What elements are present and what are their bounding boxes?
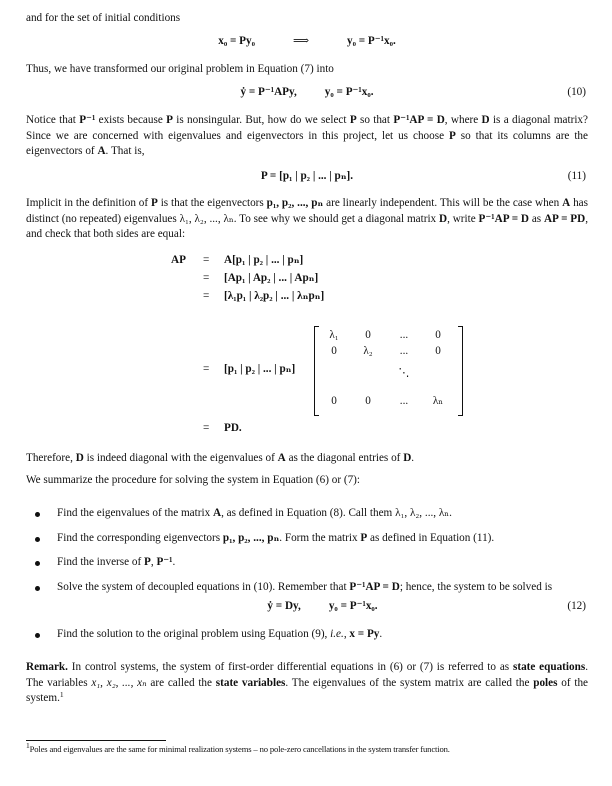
derivation-block bbox=[26, 251, 588, 439]
intro-initial-conditions: and for the set of initial conditions bbox=[26, 12, 181, 24]
matrix-cell: 0 bbox=[435, 344, 441, 357]
list-item: Find the corresponding eigenvectors p₁, p₂, ..., pₙ. Form the matrix P as defined in Equation (11). bbox=[26, 531, 588, 547]
list-item: Find the solution to the original problem using Equation (9), i.e., x = Py. bbox=[26, 627, 588, 643]
equation-number-12: (12) bbox=[567, 600, 586, 613]
eq10-left: ẏ = P⁻¹APy, bbox=[240, 86, 297, 99]
transformed-sentence: Thus, we have transformed our original problem in Equation (7) into bbox=[26, 62, 334, 75]
derivation-lhs: AP bbox=[171, 253, 186, 266]
list-item: Find the eigenvalues of the matrix A, as defined in Equation (8). Call them λ₁, λ₂, ..., λₙ. bbox=[26, 506, 588, 522]
equals-sign: = bbox=[203, 253, 210, 266]
footnote: 1Poles and eigenvalues are the same for minimal realization systems – no pole-zero cancellations in the system transfer function. bbox=[26, 741, 450, 754]
matrix-cell: ... bbox=[399, 394, 409, 407]
matrix-cell: 0 bbox=[331, 394, 337, 407]
derivation-line-3: [λ₁p₁ | λ₂p₂ | ... | λₙpₙ] bbox=[224, 289, 325, 302]
matrix-cell: 0 bbox=[331, 344, 337, 357]
equation-12 bbox=[26, 598, 588, 617]
implies-arrow: ⟹ bbox=[292, 34, 309, 47]
matrix-cell: 0 bbox=[365, 328, 371, 341]
remark-paragraph: Remark. In control systems, the system of first-order differential equations in (6) or (7) is referred to as state equations. The variables x₁, x₂, ..., xₙ are called the state variables. The eigenvalues of the system matrix are called the poles of the system.$^1$ bbox=[26, 660, 588, 705]
equals-sign: = bbox=[203, 362, 210, 375]
matrix-cell: λₙ bbox=[432, 394, 444, 407]
matrix-cell: ... bbox=[399, 328, 409, 341]
paragraph-therefore: Therefore, D is indeed diagonal with the eigenvalues of A as the diagonal entries of D. bbox=[26, 451, 415, 464]
paragraph-notice: Notice that P⁻¹ exists because P is nonsingular. But, how do we select P so that P⁻¹AP = D, where D is a diagonal matrix? Since we are concerned with eigenvalues and eigenvectors in this project, let us choose P so that its columns are the eigenvectors of A. That is, bbox=[26, 114, 588, 158]
initial-conditions-equation bbox=[26, 33, 588, 52]
matrix-cell: ... bbox=[399, 344, 409, 357]
footnote-marker: 1 bbox=[59, 690, 64, 700]
equals-sign: = bbox=[203, 421, 210, 434]
ic-eq-right: y₀ = P⁻¹x₀. bbox=[346, 34, 396, 47]
matrix-right-bracket bbox=[458, 326, 463, 416]
ic-eq-left: x₀ = Py₀ bbox=[218, 34, 255, 47]
equals-sign: = bbox=[203, 271, 210, 284]
page-content bbox=[26, 11, 588, 707]
paragraph-implicit: Implicit in the definition of P is that the eigenvectors p₁, p₂, ..., pₙ are linearly independent. This will be the case when A has distinct (no repeated) eigenvalues λ₁, λ₂, ..., λₙ. To see why we should get a diagonal matrix D, write P⁻¹AP = D as AP = PD, and check that both sides are equal: bbox=[26, 196, 588, 241]
procedure-list bbox=[26, 506, 588, 643]
matrix-ddots: ⋱ bbox=[398, 366, 410, 379]
matrix-cell: λ₂ bbox=[363, 344, 373, 357]
matrix-cell: 0 bbox=[435, 328, 441, 341]
eq10-right: y₀ = P⁻¹x₀. bbox=[324, 86, 374, 99]
equation-10 bbox=[26, 84, 588, 103]
derivation-line-1: A[p₁ | p₂ | ... | pₙ] bbox=[224, 253, 304, 266]
diagonal-matrix bbox=[314, 326, 463, 414]
equals-sign: = bbox=[203, 289, 210, 302]
matrix-left-bracket bbox=[314, 326, 319, 416]
derivation-line-4: [p₁ | p₂ | ... | pₙ] bbox=[224, 362, 296, 375]
footnote-rule bbox=[26, 740, 166, 741]
remark-label: Remark. bbox=[26, 660, 68, 673]
derivation-line-5: PD. bbox=[224, 421, 242, 434]
equation-11 bbox=[26, 168, 588, 187]
derivation-line-2: [Ap₁ | Ap₂ | ... | Apₙ] bbox=[224, 271, 319, 284]
list-item: Solve the system of decoupled equations in (10). Remember that P⁻¹AP = D; hence, the system to be solved is ẏ = Dy, y₀ = P⁻¹x₀. (12) bbox=[26, 580, 588, 618]
summary-intro: We summarize the procedure for solving the system in Equation (6) or (7): bbox=[26, 474, 361, 487]
list-item: Find the inverse of P, P⁻¹. bbox=[26, 555, 588, 571]
equation-number-11: (11) bbox=[567, 169, 586, 182]
footnote-text: Poles and eigenvalues are the same for minimal realization systems – no pole-zero cancellations in the system transfer function. bbox=[29, 744, 450, 754]
equation-number-10: (10) bbox=[567, 86, 586, 99]
matrix-cell: λ₁ bbox=[329, 328, 339, 341]
eq12-left: ẏ = Dy, bbox=[267, 600, 301, 613]
matrix-cell: 0 bbox=[365, 394, 371, 407]
eq12-right: y₀ = P⁻¹x₀. bbox=[328, 600, 378, 613]
eq11-expr: P = [p₁ | p₂ | ... | pₙ]. bbox=[260, 169, 354, 182]
